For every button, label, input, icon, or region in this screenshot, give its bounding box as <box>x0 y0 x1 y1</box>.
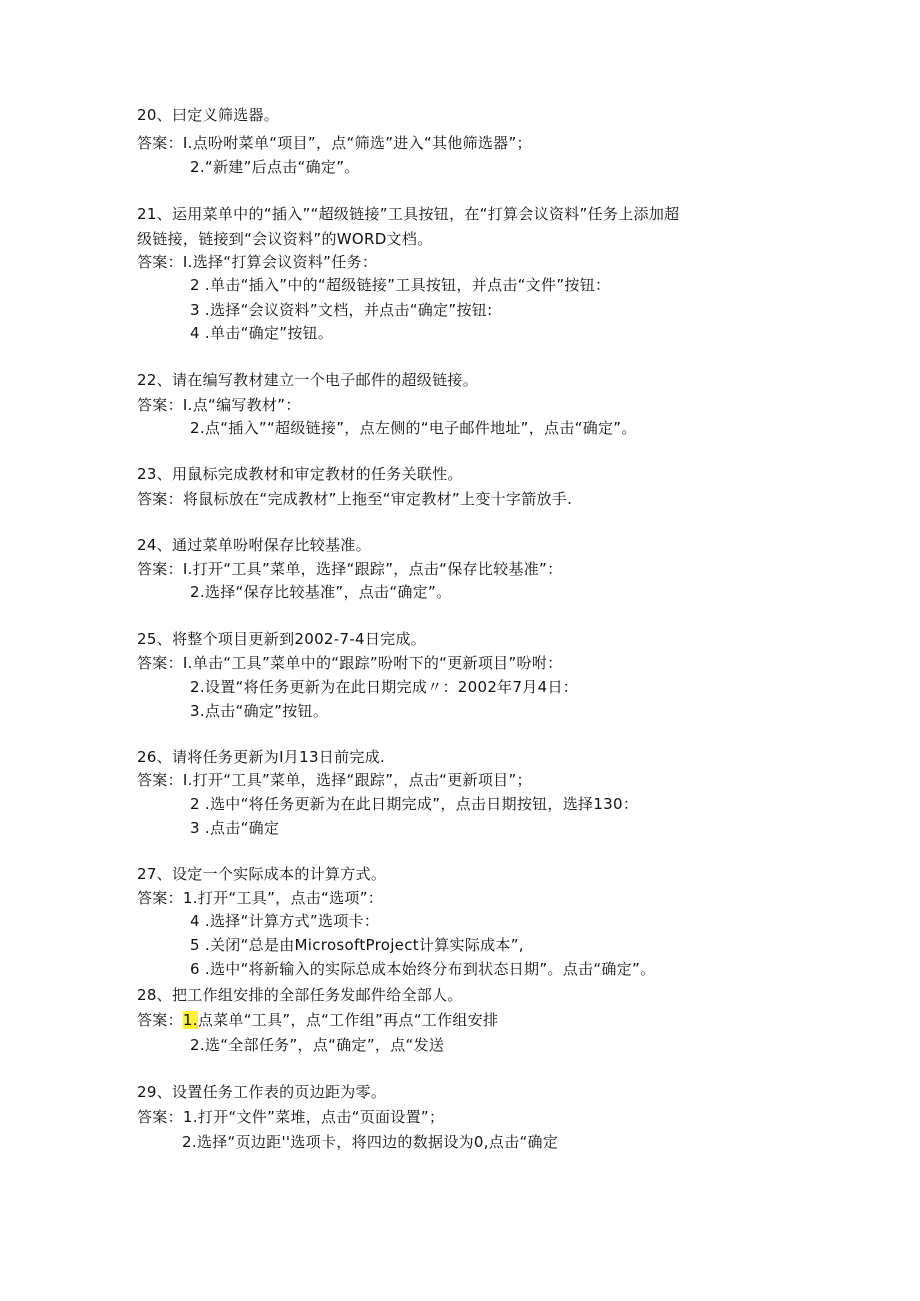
answer-line <box>137 887 383 909</box>
answer-label: 答案： <box>137 396 183 414</box>
answer-line <box>137 394 301 416</box>
answer-label: 答案： <box>137 253 183 271</box>
question-title: 26、请将任务更新为I月13日前完成. <box>137 748 386 766</box>
answer-step: 3 .点击“确定 <box>190 819 280 837</box>
question-title: 28、把工作组安排的全部任务发邮件给全部人。 <box>137 986 463 1004</box>
answer-step: 6 .选中“将新输入的实际总成本始终分布到状态日期”。点击“确定”。 <box>190 960 656 978</box>
answer-step: 2.“新建”后点击“确定”。 <box>190 158 360 176</box>
answer-step: I.打开“工具”菜单，选择“跟踪”，点击“更新项目”； <box>182 771 532 789</box>
answer-label: 答案： <box>137 1011 183 1029</box>
answer-step: I.打开“工具”菜单，选择“跟踪”，点击“保存比较基准”： <box>182 560 563 578</box>
question-title: 21、运用菜单中的“插入”“超级链接”工具按钮，在“打算会议资料”任务上添加超 <box>137 205 680 223</box>
question-title: 29、设置任务工作表的页边距为零。 <box>137 1083 387 1101</box>
answer-step: 1.打开“工具”，点击“选项”： <box>182 889 384 907</box>
answer-step: 3.点击“确定”按钮。 <box>190 702 329 720</box>
answer-step: I.点吩咐菜单“项目”，点“筛选”进入“其他筛选器”； <box>182 134 532 152</box>
answer-line <box>137 1009 498 1031</box>
answer-step: 5 .关闭“总是由MicrosoftProject计算实际成本”, <box>190 936 524 954</box>
answer-step: 2.选择“保存比较基准”，点击“确定”。 <box>190 583 452 601</box>
question-title: 24、通过菜单吩咐保存比较基准。 <box>137 536 371 554</box>
answer-line <box>137 132 532 154</box>
answer-step: 4 .单击“确定”按钮。 <box>190 324 334 342</box>
question-title-cont: 级链接，链接到“会议资料”的WORD文档。 <box>137 230 433 248</box>
answer-step: I.单击“工具”菜单中的“跟踪”吩咐下的“更新项目”吩咐： <box>182 654 563 672</box>
answer-step: I.选择“打算会议资料”任务： <box>182 253 378 271</box>
answer-step: 2 .选中“将任务更新为在此日期完成”，点击日期按钮，选择130： <box>190 795 639 813</box>
answer-line <box>137 769 532 791</box>
answer-step: 3 .选择“会议资料”文档，并点击“确定”按钮: <box>190 301 493 319</box>
answer-line <box>137 652 562 674</box>
answer-step: 2 .单击“插入”中的“超级链接”工具按钮，并点击“文件”按钮： <box>190 276 611 294</box>
answer-line <box>137 488 572 510</box>
question-title: 20、曰定义筛选器。 <box>137 106 280 124</box>
question-title: 27、设定一个实际成本的计算方式。 <box>137 865 387 883</box>
answer-label: 答案： <box>137 490 183 508</box>
answer-step: I.点“编写教材”： <box>182 396 301 414</box>
answer-label: 答案： <box>137 560 183 578</box>
question-title: 25、将整个项目更新到2002-7-4日完成。 <box>137 630 427 648</box>
answer-step: 1.打开“文件”菜堆，点击“页面设置”； <box>182 1108 445 1126</box>
answer-step: 2.点“插入”“超级链接”，点左侧的“电子邮件地址”，点击“确定”。 <box>190 419 637 437</box>
answer-line <box>137 558 562 580</box>
answer-step: 2.选“全部任务”，点“确定”，点“发送 <box>190 1036 445 1054</box>
answer-line <box>137 251 377 273</box>
answer-label: 答案： <box>137 1108 183 1126</box>
highlighted-step-number: 1. <box>182 1011 198 1029</box>
answer-label: 答案： <box>137 654 183 672</box>
answer-step: 4 .选择“计算方式”选项卡： <box>190 912 380 930</box>
question-title: 22、请在编写教材建立一个电子邮件的超级链接。 <box>137 371 478 389</box>
answer-step: 2.选择“页边距''选项卡，将四边的数据设为0,点击“确定 <box>182 1133 559 1151</box>
answer-step: 2.设置“将任务更新为在此日期完成〃：2002年7月4日： <box>190 678 579 696</box>
answer-label: 答案： <box>137 889 183 907</box>
answer-label: 答案： <box>137 771 183 789</box>
answer-step: 将鼠标放在“完成教材”上拖至“审定教材”上变十字箭放手. <box>182 490 573 508</box>
answer-label: 答案： <box>137 134 183 152</box>
question-title: 23、用鼠标完成教材和审定教材的任务关联性。 <box>137 465 463 483</box>
answer-step: 点菜单“工具”，点“工作组”再点“工作组安排 <box>197 1011 499 1029</box>
answer-line <box>137 1106 444 1128</box>
